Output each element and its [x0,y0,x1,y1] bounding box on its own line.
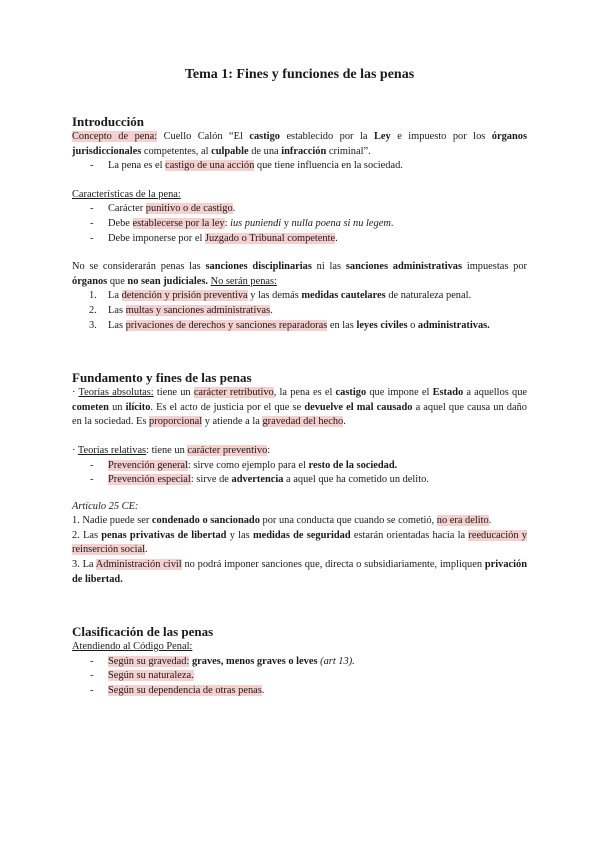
characteristics-list [72,202,527,246]
list-number: 2. [89,304,97,316]
list-item [72,655,527,670]
bold-text: leyes civiles [356,319,408,331]
text: a aquel que ha cometido un delito. [283,474,429,486]
document-page [72,66,527,699]
teorias-relativas-paragraph [72,444,527,459]
text: de una [248,145,282,157]
characteristics-heading [72,188,527,203]
text: que impone el [366,387,433,399]
highlighted-text: no era delito [436,515,489,527]
highlighted-text: Según su gravedad: [108,655,190,667]
concept-list [72,159,527,174]
bold-text: Estado [432,387,464,399]
text: : sirve como ejemplo para el [187,459,309,471]
highlighted-text: privaciones de derechos y sanciones reparadoras [125,319,328,331]
section-fundamento [72,370,527,587]
heading-clasificacion: Clasificación de las penas [72,624,214,640]
list-item [72,669,527,684]
highlighted-text: Administración civil [95,559,182,571]
highlighted-text: punitivo o de castigo [145,203,233,215]
bold-text: cometen [72,401,109,413]
text: 2. Las [72,529,102,541]
text: y atiende a la [202,416,263,428]
text: . [390,217,394,229]
text: 3. La [72,559,96,571]
bold-text: devuelve el mal causado [304,401,413,413]
teorias-absolutas-paragraph [72,386,527,430]
bold-text: Ley [373,131,391,142]
bold-text: penas privativas de libertad [101,529,227,541]
text: . [270,304,273,316]
bold-text: sanciones administrativas [345,261,463,273]
text: criminal”. [326,145,371,157]
underlined-text: No serán penas: [210,275,277,287]
text: Las [108,304,126,316]
text: por una conducta que cuando se cometió, [259,515,437,527]
italic-text: nulla poena si nu legem [291,217,391,229]
text: competentes, al [141,145,212,157]
list-item [72,684,527,699]
bold-text: sanciones disciplinarias [205,261,312,273]
list-item [72,473,527,488]
text: a aquellos que [463,387,527,399]
highlighted-text: carácter preventivo [187,444,268,456]
list-item [72,319,527,334]
text: : [224,217,231,229]
bold-text: castigo [335,387,367,399]
list-item [72,217,527,232]
italic-text: ius puniendi [230,217,282,229]
highlighted-text: Juzgado o Tribunal competente [204,232,336,244]
list-item [72,289,527,304]
text: e impuesto por los [390,131,492,142]
prevencion-list [72,459,527,488]
bold-text: culpable [211,145,249,157]
text: y las demás [247,290,302,302]
heading-introduccion: Introducción [72,114,144,129]
list-item [72,459,527,474]
text: Debe imponerse por el [108,232,205,244]
page-title: Tema 1: Fines y funciones de las penas [184,67,415,82]
heading-fundamento: Fundamento y fines de las penas [72,370,252,386]
text: , la pena es el [273,387,336,399]
text: : [267,444,271,456]
text: Carácter [108,203,146,215]
list-number: 1. [89,290,97,302]
text: La pena es el [108,160,166,172]
text: Debe [108,217,133,229]
bold-text: advertencia [231,474,284,486]
text: · [72,444,78,456]
text: · [72,387,79,399]
text: impuestas por [462,261,527,273]
text: que [107,275,128,287]
text: 1. Nadie puede ser [72,515,152,527]
bold-text: resto de la sociedad. [308,459,398,471]
text: un [108,401,126,413]
section-clasificacion [72,624,527,698]
text: en las [327,319,357,331]
highlighted-text: carácter retributivo [193,387,274,399]
text: de naturaleza penal. [385,290,472,302]
list-item [72,304,527,319]
bold-text: castigo [249,131,280,142]
clasificacion-list [72,655,527,699]
list-item [72,202,527,217]
text: y [281,217,292,229]
highlighted-text: gravedad del hecho [262,416,344,428]
text: o [407,319,418,331]
articulo-item-3 [72,558,527,587]
highlighted-text: reeducación y reinserción social [72,529,527,556]
text: . [145,544,148,556]
highlighted-text: detención y prisión preventiva [121,290,248,302]
highlighted-text: Según su naturaleza. [108,670,194,682]
text: estarán orientadas hacia la [350,529,469,541]
underlined-text: Teorías absolutas: [78,387,154,399]
articulo-item-2 [72,529,527,558]
list-number: 3. [89,319,97,331]
bold-text: órganos [72,275,108,287]
bold-text: condenado o sancionado [151,515,260,527]
bold-text: no sean judiciales. [127,275,208,287]
no-penas-paragraph [72,260,527,289]
articulo-item-1 [72,514,527,529]
text: Cuello Calón “El [157,131,250,142]
highlighted-text: proporcional [149,416,203,428]
bold-text: graves, menos graves o leves [191,655,318,667]
highlighted-text: establecerse por la ley [132,217,225,229]
underlined-text: Teorías relativas [77,444,147,456]
section-introduccion [72,114,527,333]
text: . [232,203,236,215]
text: La [108,290,122,302]
list-item [72,159,527,174]
text: No se considerarán penas las [72,261,206,273]
text: que tiene influencia en la sociedad. [254,160,403,172]
bold-text: privación de libertad. [72,559,527,585]
text: establecido por la [279,131,374,142]
underlined-text: Atendiendo al Código Penal: [72,641,193,653]
text: : tiene un [146,444,188,456]
bold-text: órganos jurisdiccionales [72,131,528,157]
text: no podrá imponer sanciones que, directa o subsidiariamente, impliquen [181,559,485,571]
text: . [261,685,265,697]
bold-text: medidas cautelares [301,290,386,302]
bold-text: medidas de seguridad [252,529,351,541]
text: a aquel que causa un daño en la sociedad. Es [72,401,527,428]
articulo-heading [72,500,527,515]
concept-label: Concepto de pena: [72,131,158,142]
text: y las [226,529,253,541]
bold-text: ilícito [125,401,151,413]
list-item [72,232,527,247]
italic-text: Artículo 25 CE: [72,500,139,512]
text: . Es el acto de justicia por el que se [150,401,305,413]
text: : sirve de [190,474,232,486]
text: ni las [311,261,346,273]
highlighted-text: Prevención general [108,459,188,471]
text: . [488,515,492,527]
text: . [335,232,338,244]
underlined-text: Características de la pena: [72,188,181,200]
concept-paragraph [72,130,527,159]
highlighted-text: multas y sanciones administrativas [125,304,271,316]
highlighted-text: castigo de una acción [165,160,255,172]
italic-text: (art 13). [320,655,355,667]
clasificacion-subheading [72,640,527,655]
highlighted-text: Según su dependencia de otras penas [108,685,262,697]
highlighted-text: Prevención especial [108,474,191,486]
no-penas-list [72,289,527,333]
text: Las [108,319,126,331]
bold-text: infracción [281,145,327,157]
text: . [343,416,346,428]
text: tiene un [153,387,194,399]
bold-text: administrativas. [417,319,490,331]
